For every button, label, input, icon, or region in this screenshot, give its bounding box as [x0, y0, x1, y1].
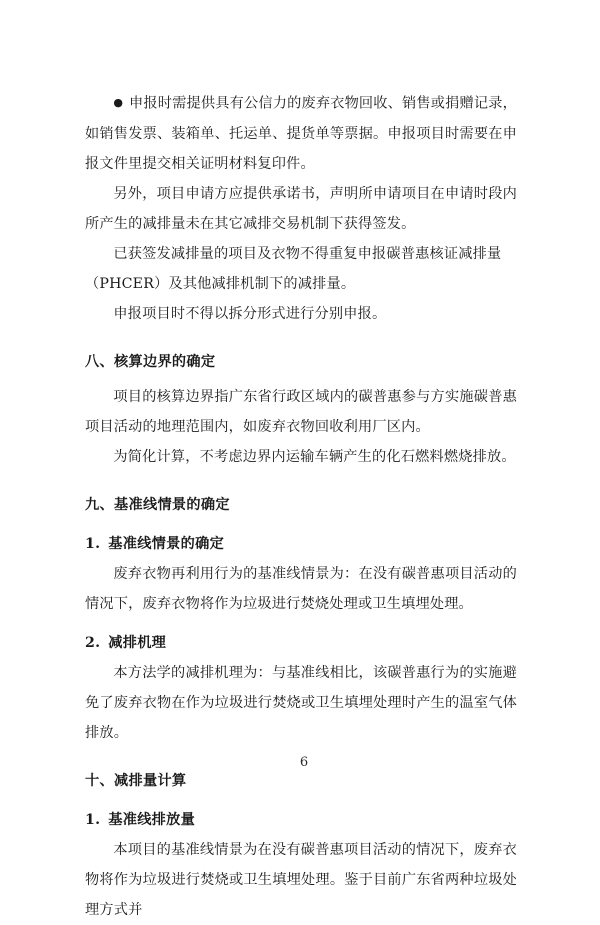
- section-heading-9: 九、基准线情景的确定: [85, 496, 230, 513]
- body-paragraph-3-line-2: （PHCER）及其他减排机制下的减排量。: [85, 275, 356, 292]
- section-heading-10: 十、减排量计算: [85, 772, 187, 789]
- bullet-paragraph: [85, 88, 517, 179]
- section-9-sub-2-paragraph: 本方法学的减排机理为：与基准线相比，该碳普惠行为的实施避免了废弃衣物在作为垃圾进行焚烧或卫生填埋处理时产生的温室气体排放。: [85, 664, 517, 741]
- section-9-subheading-1: [85, 529, 517, 559]
- section-9-subheading-2: [85, 628, 517, 658]
- section-9-subheading-2-number: 2.: [85, 634, 101, 651]
- section-10-subheading-1-title: 基准线排放量: [108, 811, 196, 828]
- page-number: 6: [299, 755, 309, 770]
- section-8-paragraph-1: 项目的核算边界指广东省行政区域内的碳普惠参与方实施碳普惠项目活动的地理范围内，如废弃衣物回收利用厂区内。: [85, 388, 517, 435]
- body-paragraph-3: [85, 239, 517, 299]
- section-heading-8: 八、核算边界的确定: [85, 353, 216, 370]
- body-paragraph-4: 申报项目时不得以拆分形式进行分别申报。: [113, 305, 387, 322]
- section-10-subheading-1-number: 1.: [85, 811, 101, 828]
- section-10-sub-1-paragraph: 本项目的基准线情景为在没有碳普惠项目活动的情况下，废弃衣物将作为垃圾进行焚烧或卫生填埋处理。鉴于目前广东省两种垃圾处理方式并: [85, 841, 517, 918]
- section-9-subheading-2-title: 减排机理: [108, 634, 167, 651]
- section-8-paragraph-2: 为简化计算，不考虑边界内运输车辆产生的化石燃料燃烧排放。: [113, 448, 516, 465]
- section-9-sub-1-paragraph: 废弃衣物再利用行为的基准线情景为：在没有碳普惠项目活动的情况下，废弃衣物将作为垃圾进行焚烧处理或卫生填埋处理。: [85, 565, 517, 612]
- section-9-subheading-1-title: 基准线情景的确定: [108, 535, 225, 552]
- bullet-paragraph-text: 申报时需提供具有公信力的废弃衣物回收、销售或捐赠记录，如销售发票、装箱单、托运单、提货单等票据。申报项目时需要在申报文件里提交相关证明材料复印件。: [85, 95, 517, 172]
- section-10-subheading-1: [85, 805, 517, 835]
- body-paragraph-2: 另外，项目申请方应提供承诺书，声明所申请项目在申请时段内所产生的减排量未在其它减排交易机制下获得签发。: [85, 185, 517, 232]
- section-9-subheading-1-number: 1.: [85, 535, 101, 552]
- body-paragraph-3-line-1: 已获签发减排量的项目及衣物不得重复申报碳普惠核证减排量: [113, 245, 502, 262]
- page-content: [85, 88, 517, 925]
- bullet-icon: ●: [113, 96, 123, 109]
